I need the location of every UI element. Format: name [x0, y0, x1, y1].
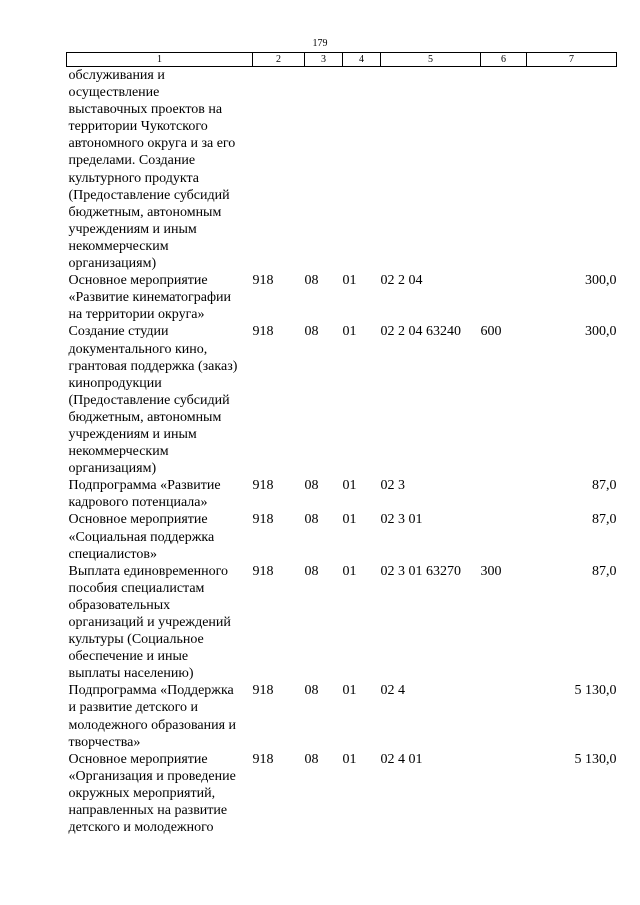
table-header: [67, 53, 617, 67]
item-name-line: специалистов»: [68, 546, 157, 562]
cell-grbs: 918: [252, 751, 274, 767]
cell-section: 08: [304, 563, 319, 579]
cell-amount: 300,0: [585, 273, 617, 289]
item-name-line: грантовая поддержка (заказ): [68, 358, 238, 374]
cell-section: 08: [304, 683, 319, 699]
item-name-line: на территории округа»: [68, 307, 205, 323]
item-name-line: Создание студии: [68, 324, 169, 340]
item-name-line: (Предоставление субсидий: [68, 187, 230, 203]
item-name-line: культуры (Социальное: [68, 632, 204, 648]
item-name-line: Основное мероприятие: [68, 512, 208, 528]
item-name-line: учреждениям и иным: [68, 426, 197, 442]
cell-section: 08: [304, 273, 319, 289]
item-name-line: образовательных: [68, 597, 171, 613]
cell-subsection: 01: [342, 683, 357, 699]
item-name-line: выставочных проектов на: [68, 102, 223, 118]
table-row: [67, 682, 617, 750]
item-name-line: детского и молодежного: [68, 820, 214, 836]
budget-table: [66, 52, 617, 836]
header-col-4: 4: [343, 53, 381, 67]
cell-section: 08: [304, 324, 319, 340]
cell-subsection: 01: [342, 324, 357, 340]
cell-item-name: [67, 563, 253, 683]
cell-amount: [527, 67, 617, 273]
cell-amount: 5 130,0: [574, 751, 617, 767]
cell-subsection: 01: [342, 273, 357, 289]
item-name-line: кадрового потенциала»: [68, 495, 208, 511]
cell-item-name: [67, 477, 253, 511]
cell-expense-type: 300: [480, 563, 502, 579]
cell-amount: 87,0: [592, 512, 617, 528]
item-name-line: кинопродукции: [68, 375, 162, 391]
item-name-line: Подпрограмма «Развитие: [68, 478, 221, 494]
table-row: [67, 477, 617, 511]
item-name-line: Выплата единовременного: [68, 563, 228, 579]
item-name-line: осуществление: [68, 85, 160, 101]
table-row: [67, 67, 617, 273]
header-col-6: 6: [481, 53, 527, 67]
item-name-line: молодежного образования и: [68, 717, 236, 733]
table-row: [67, 751, 617, 836]
cell-amount: 5 130,0: [574, 683, 617, 699]
cell-expense-type: [481, 477, 527, 511]
item-name-line: культурного продукта: [68, 170, 199, 186]
item-name-line: пособия специалистам: [68, 580, 205, 596]
cell-target-article: 02 3 01 63270: [380, 563, 461, 579]
table-row: [67, 563, 617, 683]
cell-expense-type: [481, 511, 527, 562]
cell-subsection: 01: [342, 478, 357, 494]
item-name-line: автономного округа и за его: [68, 136, 236, 152]
item-name-line: учреждениям и иным: [68, 221, 197, 237]
header-col-7: 7: [527, 53, 617, 67]
cell-expense-type: [481, 67, 527, 273]
item-name-line: окружных мероприятий,: [68, 785, 216, 801]
cell-item-name: [67, 67, 253, 273]
item-name-line: организациям): [68, 461, 157, 477]
cell-amount: 87,0: [592, 563, 617, 579]
cell-grbs: 918: [252, 512, 274, 528]
item-name-line: (Предоставление субсидий: [68, 392, 230, 408]
cell-grbs: 918: [252, 683, 274, 699]
cell-amount: 300,0: [585, 324, 617, 340]
cell-item-name: [67, 682, 253, 750]
cell-target-article: 02 3: [380, 478, 405, 494]
cell-target-article: 02 2 04 63240: [380, 324, 461, 340]
item-name-line: обслуживания и: [68, 68, 165, 83]
item-name-line: некоммерческим: [68, 238, 169, 254]
item-name-line: Основное мероприятие: [68, 751, 208, 767]
item-name-line: «Развитие кинематографии: [68, 290, 232, 306]
item-name-line: некоммерческим: [68, 444, 169, 460]
item-name-line: организациям): [68, 256, 157, 272]
table-row: [67, 272, 617, 323]
cell-expense-type: [481, 751, 527, 836]
item-name-line: бюджетным, автономным: [68, 409, 222, 425]
item-name-line: Основное мероприятие: [68, 273, 208, 289]
item-name-line: и развитие детского и: [68, 700, 198, 716]
cell-item-name: [67, 323, 253, 477]
cell-grbs: 918: [252, 273, 274, 289]
header-col-3: 3: [305, 53, 343, 67]
header-row: [67, 53, 617, 67]
item-name-line: организаций и учреждений: [68, 615, 231, 630]
cell-section: 08: [304, 478, 319, 494]
cell-subsection: 01: [342, 751, 357, 767]
item-name-line: творчества»: [68, 734, 141, 750]
item-name-line: «Социальная поддержка: [68, 529, 215, 545]
cell-section: [305, 67, 343, 273]
table-row: [67, 323, 617, 477]
cell-item-name: [67, 272, 253, 323]
item-name-line: документального кино,: [68, 341, 208, 357]
item-name-line: «Организация и проведение: [68, 768, 236, 784]
cell-grbs: 918: [252, 563, 274, 579]
header-col-5: 5: [381, 53, 481, 67]
cell-subsection: [343, 67, 381, 273]
cell-expense-type: 600: [480, 324, 502, 340]
cell-target-article: [381, 67, 481, 273]
cell-expense-type: [481, 682, 527, 750]
cell-target-article: 02 4: [380, 683, 405, 699]
cell-grbs: [253, 67, 305, 273]
cell-section: 08: [304, 512, 319, 528]
cell-section: 08: [304, 751, 319, 767]
item-name-line: направленных на развитие: [68, 803, 228, 819]
cell-expense-type: [481, 272, 527, 323]
cell-amount: 87,0: [592, 478, 617, 494]
item-name-line: Подпрограмма «Поддержка: [68, 683, 234, 699]
item-name-line: пределами. Создание: [68, 153, 196, 169]
cell-target-article: 02 2 04: [380, 273, 423, 289]
item-name-line: территории Чукотского: [68, 119, 208, 135]
cell-subsection: 01: [342, 512, 357, 528]
item-name-line: выплаты населению): [68, 666, 194, 682]
item-name-line: бюджетным, автономным: [68, 204, 222, 220]
cell-target-article: 02 4 01: [380, 751, 423, 767]
cell-item-name: [67, 751, 253, 836]
item-name-line: обеспечение и иные: [68, 649, 189, 665]
header-col-1: 1: [67, 53, 253, 67]
cell-item-name: [67, 511, 253, 562]
header-col-2: 2: [253, 53, 305, 67]
table-body: [67, 67, 617, 837]
cell-target-article: 02 3 01: [380, 512, 423, 528]
cell-grbs: 918: [252, 478, 274, 494]
cell-subsection: 01: [342, 563, 357, 579]
table-row: [67, 511, 617, 562]
cell-grbs: 918: [252, 324, 274, 340]
page-number: 179: [312, 38, 328, 49]
